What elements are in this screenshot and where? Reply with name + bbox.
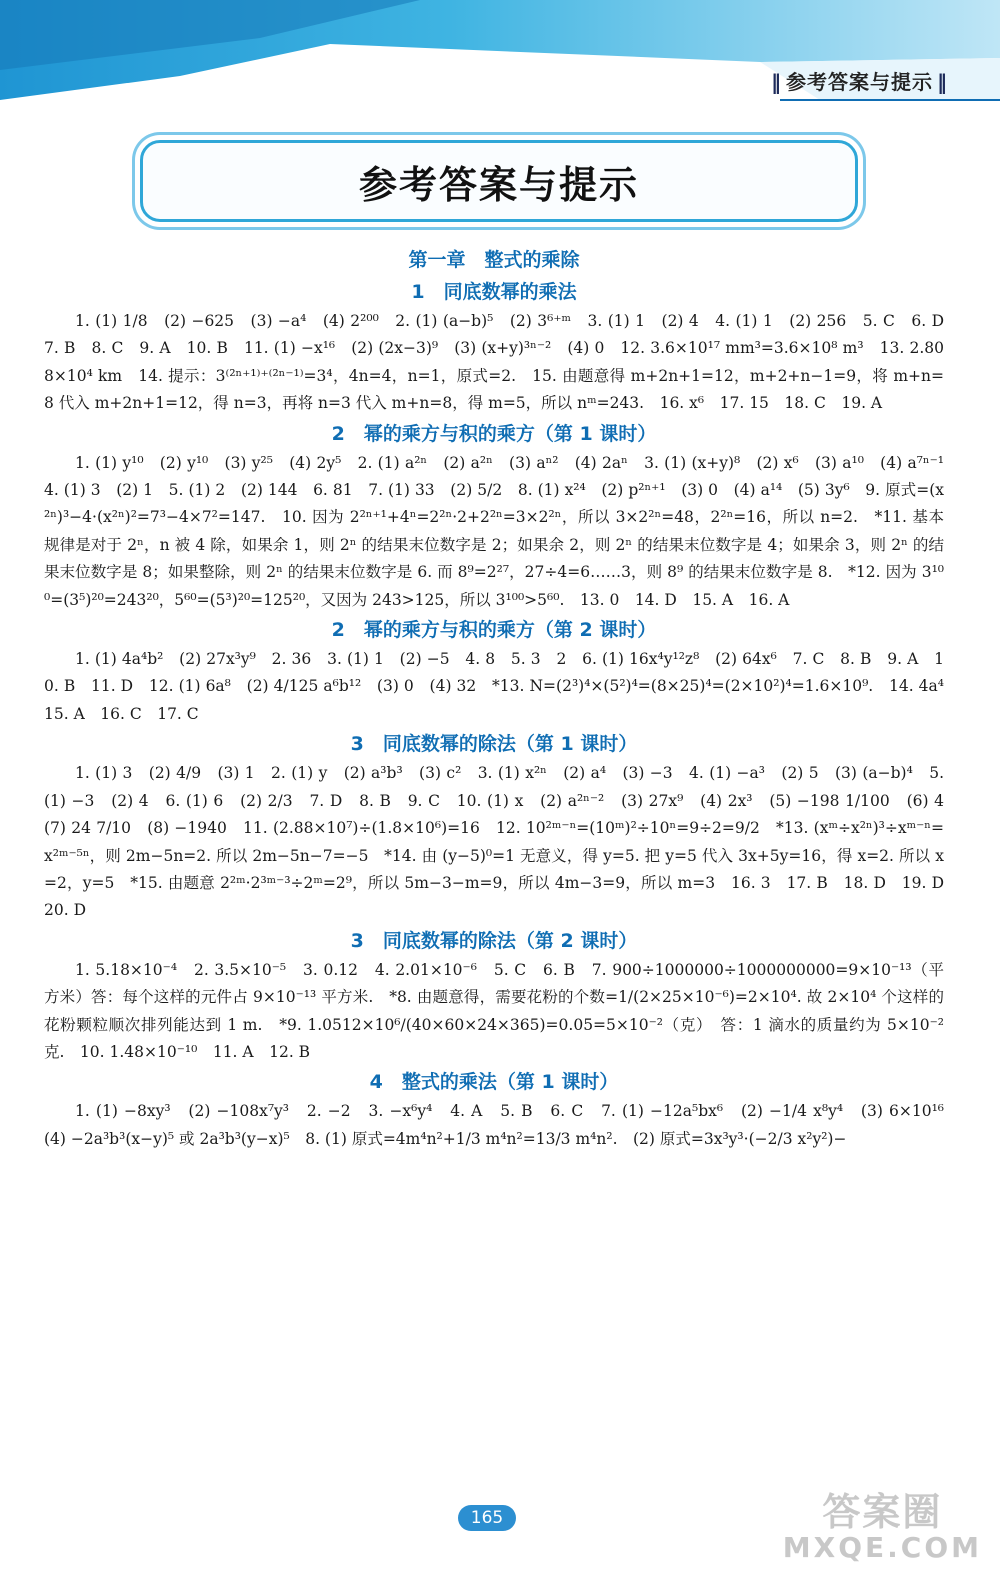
page-number: 165: [458, 1505, 516, 1531]
section-heading: 2 幂的乘方与积的乘方（第 1 课时）: [331, 422, 657, 445]
watermark-logo-text: 答案圈: [822, 1490, 943, 1534]
running-header: [767, 66, 952, 95]
page-title: 参考答案与提示: [358, 162, 639, 207]
section-3: [44, 614, 960, 728]
section-heading: 3 同底数幂的除法（第 1 课时）: [350, 733, 638, 756]
section-heading: 1 同底数幂的乘法: [411, 281, 577, 303]
section-answers: 1. 5.18×10⁻⁴ 2. 3.5×10⁻⁵ 3. 0.12 4. 2.01×10⁻⁶ 5. C 6. B 7. 900÷1000000÷1000000000=9×10⁻¹³（平方米）答：每个这样的元件占 9×10⁻¹³ 平方米. *8. 由题意得，需要花粉的个数=1/(2×25×10⁻⁶)=2×10⁴. 故 2×10⁴ 个这样的花粉颗粒顺次排列能达到 1 m. *9. 1.0512×10⁶/(40×60×24×365)=0.05=5×10⁻²（克） 答：1 滴水的质量约为 5×10⁻² 克. 10. 1.48×10⁻¹⁰ 11. A 12. B: [44, 960, 944, 1061]
watermark: [783, 1491, 982, 1563]
section-2: [44, 418, 960, 614]
running-header-text: 参考答案与提示: [786, 70, 933, 94]
section-heading: 4 整式的乘法（第 1 课时）: [369, 1071, 619, 1094]
section-answers: 1. (1) −8xy³ (2) −108x⁷y³ 2. −2 3. −x⁶y⁴ 4. A 5. B 6. C 7. (1) −12a⁵bx⁶ (2) −1/4 x⁸y⁴ (3) 6×10¹⁶ (4) −2a³b³(x−y)⁵ 或 2a³b³(y−x)⁵ 8. (1) 原式=4m⁴n²+1/3 m⁴n²=13/3 m⁴n². (2) 原式=3x³y³·(−2/3 x²y²)−: [44, 1102, 960, 1148]
header-bars-left-icon: ‖: [771, 70, 782, 94]
title-banner: [140, 140, 858, 222]
section-1: [44, 276, 960, 418]
answer-content: [44, 242, 960, 1153]
section-heading: 3 同底数幂的除法（第 2 课时）: [350, 929, 638, 952]
header-bars-right-icon: ‖: [937, 70, 948, 94]
section-answers: 1. (1) 1/8 (2) −625 (3) −a⁴ (4) 2²⁰⁰ 2. (1) (a−b)⁵ (2) 3⁶⁺ᵐ 3. (1) 1 (2) 4 4. (1) 1 (2) 256 5. C 6. D 7. B 8. C 9. A 10. B 11. (1) −x¹⁶ (2) (2x−3)⁹ (3) (x+y)³ⁿ⁻² (4) 0 12. 3.6×10¹⁷ mm³=3.6×10⁸ m³ 13. 2.808×10⁴ km 14. 提示：3⁽²ⁿ⁺¹⁾⁺⁽²ⁿ⁻¹⁾=3⁴，4n=4，n=1，原式=2. 15. 由题意得 m+2n+1=12，m+2+n−1=9，将 m+n=8 代入 m+2n+1=12，得 n=3，再将 n=3 代入 m+n=8，得 m=5，所以 nᵐ=243. 16. x⁶ 17. 15 18. C 19. A: [44, 312, 960, 413]
section-answers: 1. (1) 3 (2) 4/9 (3) 1 2. (1) y (2) a³b³ (3) c² 3. (1) x²ⁿ (2) a⁴ (3) −3 4. (1) −a³ (2) 5 (3) (a−b)⁴ 5. (1) −3 (2) 4 6. (1) 6 (2) 2/3 7. D 8. B 9. C 10. (1) x (2) a²ⁿ⁻² (3) 27x⁹ (4) 2x³ (5) −198 1/100 (6) 4 (7) 24 7/10 (8) −1940 11. (2.88×10⁷)÷(1.8×10⁶)=16 12. 10²ᵐ⁻ⁿ=(10ᵐ)²÷10ⁿ=9÷2=9/2 *13. (xᵐ÷x²ⁿ)³÷xᵐ⁻ⁿ=x²ᵐ⁻⁵ⁿ，则 2m−5n=2. 所以 2m−5n−7=−5 *14. 由 (y−5)⁰=1 无意义，得 y=5. 把 y=5 代入 3x+5y=16，得 x=2. 所以 x=2，y=5 *15. 由题意 2²ᵐ·2³ᵐ⁻³÷2ᵐ=2⁹，所以 5m−3−m=9，所以 4m−3=9，所以 m=3 16. 3 17. B 18. D 19. D 20. D: [44, 764, 960, 920]
chapter-title: 第一章 整式的乘除: [408, 249, 580, 271]
section-5: [44, 925, 944, 1067]
section-answers: 1. (1) y¹⁰ (2) y¹⁰ (3) y²⁵ (4) 2y⁵ 2. (1) a²ⁿ (2) a²ⁿ (3) aⁿ² (4) 2aⁿ 3. (1) (x+y)⁸ (2) x⁶ (3) a¹⁰ (4) a⁷ⁿ⁻¹ 4. (1) 3 (2) 1 5. (1) 2 (2) 144 6. 81 7. (1) 33 (2) 5/2 8. (1) x²⁴ (2) p²ⁿ⁺¹ (3) 0 (4) a¹⁴ (5) 3y⁶ 9. 原式=(x²ⁿ)³−4·(x²ⁿ)²=7³−4×7²=147. 10. 因为 2²ⁿ⁺¹+4ⁿ=2²ⁿ·2+2²ⁿ=3×2²ⁿ，所以 3×2²ⁿ=48，2²ⁿ=16，所以 n=2. *11. 基本规律是对于 2ⁿ，n 被 4 除，如果余 1，则 2ⁿ 的结果末位数字是 2；如果余 2，则 2ⁿ 的结果末位数字是 4；如果余 3，则 2ⁿ 的结果末位数字是 8；如果整除，则 2ⁿ 的结果末位数字是 6. 而 8⁹=2²⁷，27÷4=6……3，则 8⁹ 的结果末位数字是 8. *12. 因为 3¹⁰⁰=(3⁵)²⁰=243²⁰，5⁶⁰=(5³)²⁰=125²⁰，又因为 243>125，所以 3¹⁰⁰>5⁶⁰. 13. 0 14. D 15. A 16. A: [44, 453, 960, 609]
section-heading: 2 幂的乘方与积的乘方（第 2 课时）: [331, 619, 657, 642]
section-4: [44, 728, 960, 924]
watermark-url: MXQE.COM: [782, 1531, 982, 1564]
section-6: [44, 1066, 960, 1153]
section-answers: 1. (1) 4a⁴b² (2) 27x³y⁹ 2. 36 3. (1) 1 (2) −5 4. 8 5. 3 2 6. (1) 16x⁴y¹²z⁸ (2) 64x⁶ 7. C 8. B 9. A 10. B 11. D 12. (1) 6a⁸ (2) 4/125 a⁶b¹² (3) 0 (4) 32 *13. N=(2³)⁴×(5²)⁴=(8×25)⁴=(2×10²)⁴=1.6×10⁹. 14. 4a⁴ 15. A 16. C 17. C: [44, 650, 960, 723]
